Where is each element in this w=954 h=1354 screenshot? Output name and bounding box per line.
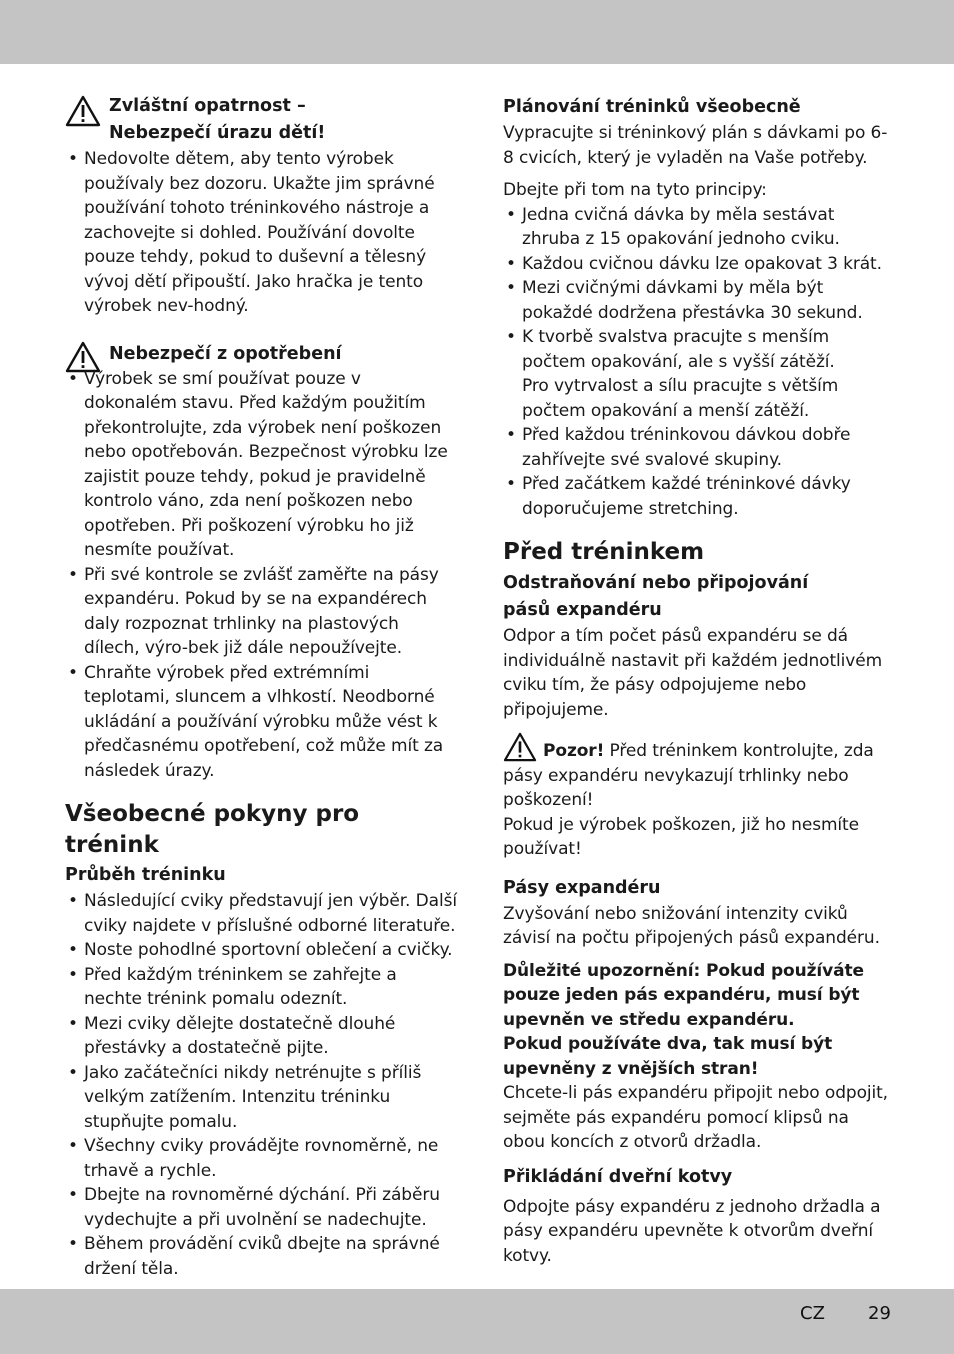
title-line: trénink [65, 832, 159, 858]
list-item: • Dbejte na rovnoměrné dýchání. Při záběru vydechujte a při uvolnění se nadechujte. [65, 1183, 457, 1232]
training-course-list [65, 889, 457, 1281]
principles-list [503, 203, 891, 522]
important-notice-1: Důležité upozornění: Pokud používáte pouze jeden pás expandéru, musí být upevněn ve středu expandéru. [503, 960, 864, 1030]
page-number: 29 [868, 1303, 891, 1324]
list-item: • Jedna cvičná dávka by měla sestávat zhruba z 15 opakování jednoho cviku. [503, 203, 891, 252]
title-line: Zvláštní opatrnost – [109, 96, 306, 116]
list-item: • Chraňte výrobek před extrémními teplotami, sluncem a vlhkostí. Neodborné ukládání a používání výrobku může vést k předčasnému opotřebení, což může mít za následek úrazy. [65, 661, 457, 784]
list-item: • Při své kontrole se zvlášť zaměřte na pásy expandéru. Pokud by se na expandérech daly rozpoznat trhlinky na plastových dílech, výro-bek již dále nepoužívejte. [65, 563, 457, 661]
bands-title: Pásy expandéru [503, 877, 661, 898]
list-item: • Jako začátečníci nikdy netrénujte s příliš velkým zatížením. Intenzitu tréninku stupňujte pomalu. [65, 1061, 457, 1135]
door-anchor-title: Přikládání dveřní kotvy [503, 1166, 733, 1187]
important-text: Chcete-li pás expandéru připojit nebo odpojit, sejměte pás expandéru pomocí klipsů na obou koncích z otvorů držadla. [503, 1083, 888, 1152]
warning-wear-list [65, 367, 457, 784]
bands-text: Zvyšování nebo snižování intenzity cviků závisí na počtu připojených pásů expandéru. [503, 903, 880, 948]
list-item: • Noste pohodlné sportovní oblečení a cvičky. [65, 938, 457, 963]
list-item-text: Pro vytrvalost a sílu pracujte s větším počtem opakování a menší zátěží. [522, 376, 839, 421]
left-column [65, 93, 457, 1281]
list-item: • Výrobek se smí používat pouze v dokonalém stavu. Před každým použitím překontrolujte, zda výrobek není poškozen nebo opotřebován. Bezpečnost výrobku lze zajistit pouze tehdy, pokud je pravidelně kontrolo váno, zda není poškozen nebo opotřeben. Při poškození výrobku ho již nesmíte používat. [65, 367, 457, 563]
attach-bands-title [503, 570, 891, 624]
attach-bands-text: Odpor a tím počet pásů expandéru se dá individuálně nastavit při každém jednotlivém cviku tím, že pásy odpojujeme nebo připojujeme. [503, 626, 883, 720]
warning-triangle-icon [503, 732, 537, 762]
warning-child-injury-heading [65, 93, 457, 147]
warning-child-injury-title [109, 93, 325, 147]
principles-lead: Dbejte při tom na tyto principy: [503, 180, 767, 200]
door-anchor-text: Odpojte pásy expandéru z jednoho držadla a pásy expandéru upevněte k otvorům dveřní kotvy. [503, 1196, 881, 1266]
list-item: • Každou cvičnou dávku lze opakovat 3 krát. [503, 252, 891, 277]
right-column [503, 93, 891, 1268]
title-line: Odstraňování nebo připojování [503, 573, 809, 593]
planning-intro: Vypracujte si tréninkový plán s dávkami po 6-8 cvicích, který je vyladěn na Vaše potřeby. [503, 123, 888, 168]
header-band [0, 0, 954, 64]
title-line: Všeobecné pokyny pro [65, 801, 360, 827]
list-item: • Před začátkem každé tréninkové dávky doporučujeme stretching. [503, 472, 891, 521]
list-item: • Mezi cvičnými dávkami by měla být pokaždé dodržena přestávka 30 sekund. [503, 276, 891, 325]
list-item: • Před každým tréninkem se zahřejte a nechte trénink pomalu odeznít. [65, 963, 457, 1012]
training-course-subtitle: Průběh tréninku [65, 865, 226, 885]
important-notice-2: Pokud používáte dva, tak musí být upevněny z vnějších stran! [503, 1034, 833, 1079]
planning-title: Plánování tréninků všeobecně [503, 97, 801, 117]
list-item: • Před každou tréninkovou dávkou dobře zahřívejte své svalové skupiny. [503, 423, 891, 472]
list-item: • Mezi cviky dělejte dostatečně dlouhé přestávky a dostatečně pijte. [65, 1012, 457, 1061]
caution-paragraph [503, 732, 891, 813]
list-item: • Následující cviky představují jen výběr. Další cviky najdete v příslušné odborné literatuře. [65, 889, 457, 938]
title-line: Nebezpečí úrazu dětí! [109, 123, 326, 143]
list-item: • Nedovolte dětem, aby tento výrobek používaly bez dozoru. Ukažte jim správné používání tohoto tréninkového nástroje a zachovejte si dohled. Používání dovolte pouze tehdy, pokud to duševní a tělesný vývoj dětí připouští. Jako hračka je tento výrobek nev-hodný. [65, 147, 457, 319]
list-item: • Všechny cviky provádějte rovnoměrně, ne trhavě a rychle. [65, 1134, 457, 1183]
title-line: pásů expandéru [503, 600, 662, 620]
warning-triangle-icon [65, 95, 101, 127]
before-training-title: Před tréninkem [503, 539, 705, 565]
caution-text: Před tréninkem kontrolujte, zda pásy expandéru nevykazují trhlinky nebo poškození! [503, 741, 874, 810]
list-item: • Během provádění cviků dbejte na správné držení těla. [65, 1232, 457, 1281]
list-item [503, 325, 891, 423]
footer-language: CZ [800, 1303, 825, 1324]
warning-wear-title: Nebezpečí z opotřebení [109, 343, 342, 364]
caution-text-2: Pokud je výrobek poškozen, již ho nesmíte používat! [503, 814, 859, 859]
general-instructions-title [65, 799, 457, 861]
warning-child-injury-list [65, 147, 457, 319]
caution-label: Pozor! [543, 741, 605, 761]
list-item-text: • K tvorbě svalstva pracujte s menším počtem opakování, ale s vyšší zátěží. [522, 327, 835, 372]
